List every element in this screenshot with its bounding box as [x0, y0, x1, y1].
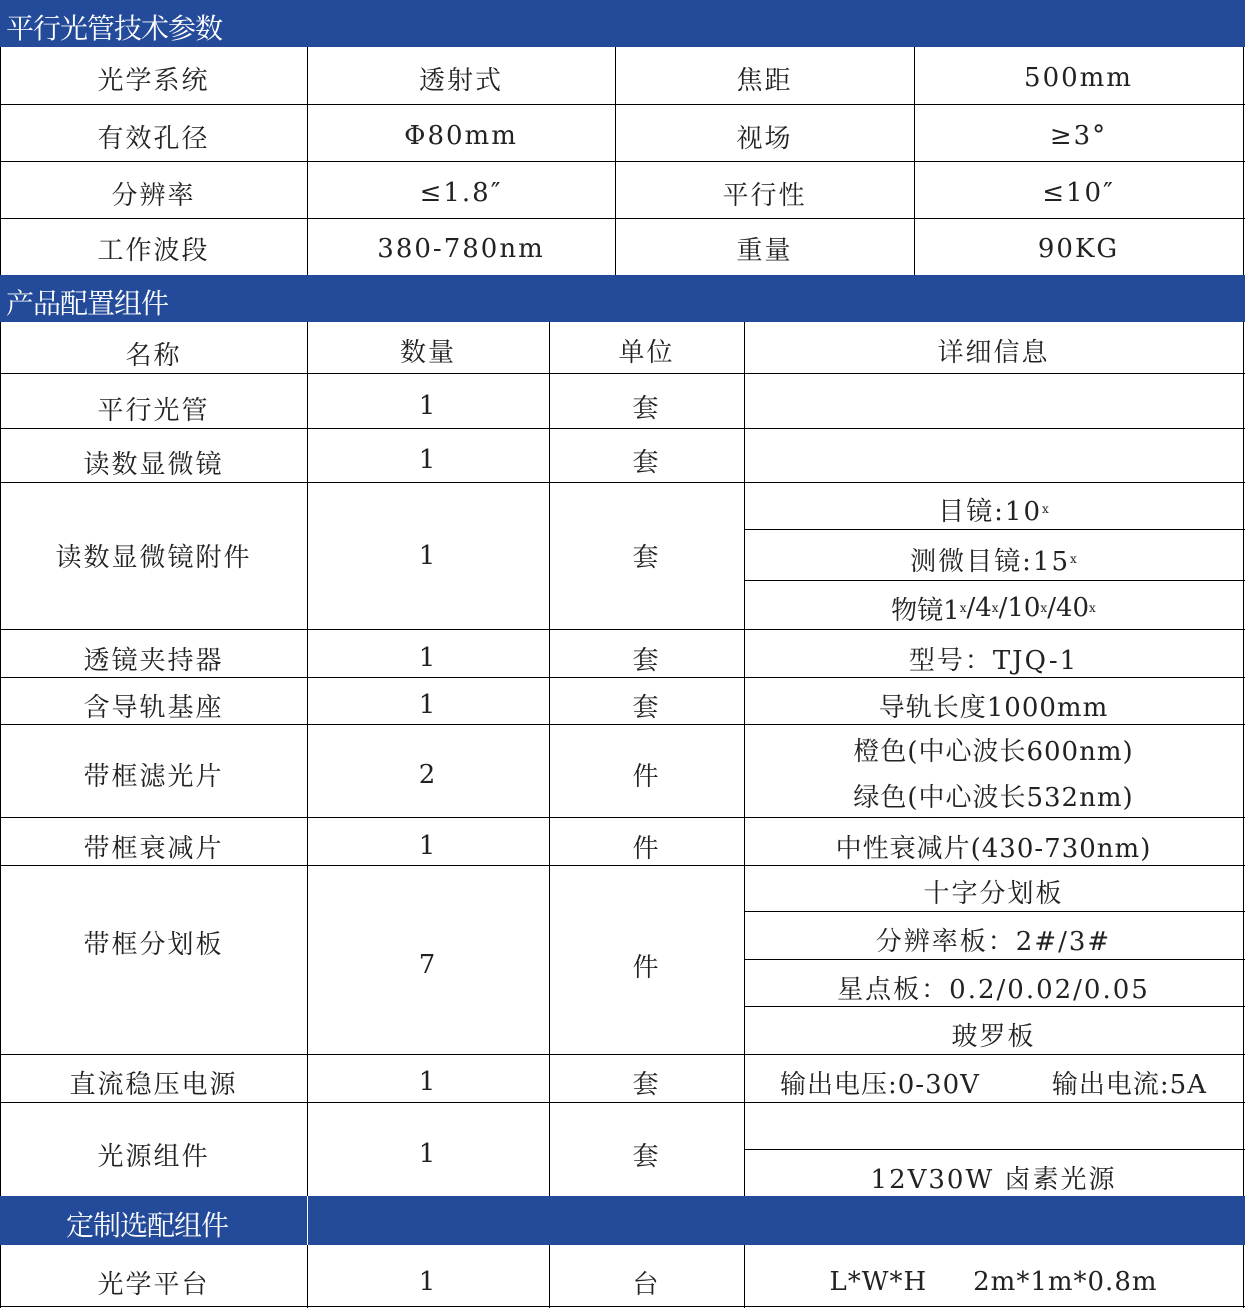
spec-value: ≤10″: [1042, 178, 1115, 208]
col-header-name: 名称: [125, 340, 182, 371]
spec-value: 90KG: [1037, 233, 1120, 264]
item-unit: 件: [632, 762, 661, 792]
item-detail: 12V30W 卤素光源: [870, 1164, 1117, 1195]
spec-label: 有效孔径: [97, 123, 210, 154]
spec-value: 透射式: [418, 65, 503, 96]
detail-dim-label: L*W*H: [829, 1267, 928, 1297]
spec-label: 平行性: [722, 180, 807, 211]
section-header-specs: 平行光管技术参数: [0, 0, 1245, 47]
item-detail: 物镜1 x /4 x /10 x /40 x: [891, 593, 1096, 626]
item-name: 直流稳压电源: [69, 1069, 238, 1100]
item-name: 带框滤光片: [83, 762, 224, 792]
item-qty: 1: [418, 1267, 438, 1297]
detail-voltage: 输出电压:0-30V: [779, 1069, 980, 1100]
superscript-x: x: [1089, 601, 1096, 615]
item-detail: 目镜:10 x: [938, 496, 1049, 527]
item-unit: 件: [632, 952, 661, 983]
item-unit: 台: [632, 1269, 661, 1300]
col-header-qty: 数量: [399, 337, 456, 368]
item-detail: 十字分划板: [923, 879, 1064, 909]
col-header-unit: 单位: [618, 337, 675, 368]
item-name: 光源组件: [97, 1141, 210, 1172]
detail-line: 绿色(中心波长532nm): [853, 782, 1134, 813]
detail-line: 橙色(中心波长600nm): [853, 736, 1134, 767]
item-detail: [744, 1256, 1243, 1308]
superscript-x: x: [1070, 552, 1077, 566]
item-qty: 1: [418, 445, 438, 475]
detail-dim-value: 2m*1m*0.8m: [973, 1267, 1158, 1297]
section-header-config: 产品配置组件: [0, 275, 1245, 322]
section-header-custom: 定制选配组件: [0, 1196, 1245, 1245]
superscript-x: x: [991, 601, 999, 615]
item-name: 带框衰减片: [83, 833, 224, 864]
spec-value: 380-780nm: [377, 233, 545, 264]
item-detail: 导轨长度1000mm: [878, 692, 1109, 723]
item-unit: 套: [632, 1069, 661, 1100]
col-header-detail: 详细信息: [937, 337, 1050, 368]
item-detail: 分辨率板：2#/3#: [875, 926, 1112, 957]
item-detail: 中性衰减片(430-730nm): [835, 833, 1152, 864]
item-detail: [744, 728, 1243, 821]
item-qty: 1: [418, 690, 438, 720]
spec-value: ≥3°: [1049, 121, 1108, 151]
spec-label: 焦距: [736, 65, 793, 96]
item-name: 读数显微镜: [83, 449, 224, 480]
spec-label: 分辨率: [111, 180, 196, 211]
spec-label: 视场: [736, 123, 793, 154]
spec-value: 500mm: [1024, 63, 1133, 93]
spec-label: 重量: [736, 236, 793, 266]
item-detail: [744, 1058, 1243, 1106]
item-name: 读数显微镜附件: [55, 543, 252, 573]
superscript-x: x: [959, 601, 967, 615]
spec-value: Φ80mm: [404, 121, 518, 151]
item-detail: 星点板：0.2/0.02/0.05: [837, 974, 1150, 1005]
item-name: 光学平台: [97, 1269, 210, 1300]
item-unit: 套: [632, 393, 661, 424]
spec-value: ≤1.8″: [419, 178, 503, 208]
item-unit: 套: [632, 543, 661, 573]
item-qty: 1: [418, 540, 438, 571]
item-detail: 玻罗板: [951, 1021, 1036, 1052]
item-name: 平行光管: [97, 395, 210, 426]
item-unit: 件: [632, 833, 661, 864]
superscript-x: x: [1042, 502, 1049, 516]
item-detail: 测微目镜:15 x: [910, 546, 1077, 577]
item-qty: 7: [418, 950, 438, 980]
item-qty: 1: [418, 1067, 438, 1097]
item-name: 带框分划板: [83, 929, 224, 960]
item-qty: 2: [418, 759, 438, 790]
spec-label: 工作波段: [97, 236, 210, 266]
spec-label: 光学系统: [97, 65, 210, 96]
item-qty: 1: [418, 643, 438, 673]
item-unit: 套: [632, 447, 661, 478]
item-qty: 1: [418, 1139, 438, 1169]
item-name: 透镜夹持器: [83, 645, 224, 676]
item-qty: 1: [418, 391, 438, 421]
item-name: 含导轨基座: [83, 692, 224, 723]
item-detail: 型号：TJQ-1: [908, 645, 1079, 676]
item-qty: 1: [418, 831, 438, 861]
detail-current: 输出电流:5A: [1051, 1069, 1207, 1100]
item-unit: 套: [632, 645, 661, 676]
item-unit: 套: [632, 1141, 661, 1172]
superscript-x: x: [1040, 601, 1048, 615]
item-unit: 套: [632, 692, 661, 723]
